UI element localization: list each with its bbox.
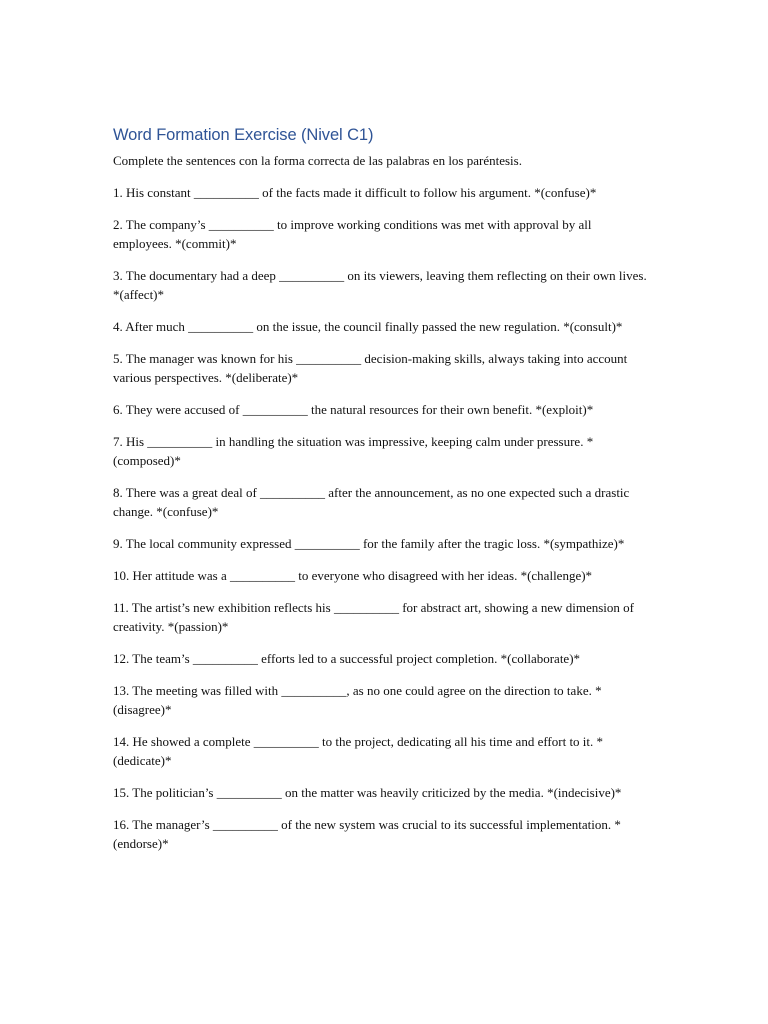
- question-item: 9. The local community expressed __________ for the family after the tragic loss. *(sympathize)*: [113, 536, 625, 551]
- question-item: 13. The meeting was filled with __________, as no one could agree on the direction to take. *(disagree)*: [113, 683, 602, 717]
- document-intro: Complete the sentences con la forma correcta de las palabras en los paréntesis.: [113, 153, 522, 168]
- question-item: 15. The politician’s __________ on the matter was heavily criticized by the media. *(indecisive)*: [113, 785, 622, 800]
- document-body: [113, 124, 648, 866]
- question-item: 12. The team’s __________ efforts led to a successful project completion. *(collaborate)*: [113, 651, 581, 666]
- question-item: 11. The artist’s new exhibition reflects his __________ for abstract art, showing a new dimension of creativity. *(passion)*: [113, 600, 634, 634]
- question-item: 1. His constant __________ of the facts made it difficult to follow his argument. *(confuse)*: [113, 185, 597, 200]
- question-item: 4. After much __________ on the issue, the council finally passed the new regulation. *(consult)*: [113, 319, 623, 334]
- question-item: 7. His __________ in handling the situation was impressive, keeping calm under pressure. *(composed)*: [113, 434, 594, 468]
- question-item: 5. The manager was known for his __________ decision-making skills, always taking into account various perspectives. *(deliberate)*: [113, 351, 628, 385]
- question-item: 6. They were accused of __________ the natural resources for their own benefit. *(exploit)*: [113, 402, 594, 417]
- question-list: [113, 183, 648, 853]
- question-item: 3. The documentary had a deep __________ on its viewers, leaving them reflecting on their own lives. *(affect)*: [113, 268, 647, 302]
- question-item: 2. The company’s __________ to improve working conditions was met with approval by all employees. *(commit)*: [113, 217, 592, 251]
- question-item: 16. The manager’s __________ of the new system was crucial to its successful implementation. *(endorse)*: [113, 817, 621, 851]
- question-item: 10. Her attitude was a __________ to everyone who disagreed with her ideas. *(challenge)*: [113, 568, 593, 583]
- question-item: 14. He showed a complete __________ to the project, dedicating all his time and effort to it. *(dedicate)*: [113, 734, 604, 768]
- question-item: 8. There was a great deal of __________ after the announcement, as no one expected such a drastic change. *(confuse)*: [113, 485, 630, 519]
- document-title: Word Formation Exercise (Nivel C1): [113, 126, 374, 144]
